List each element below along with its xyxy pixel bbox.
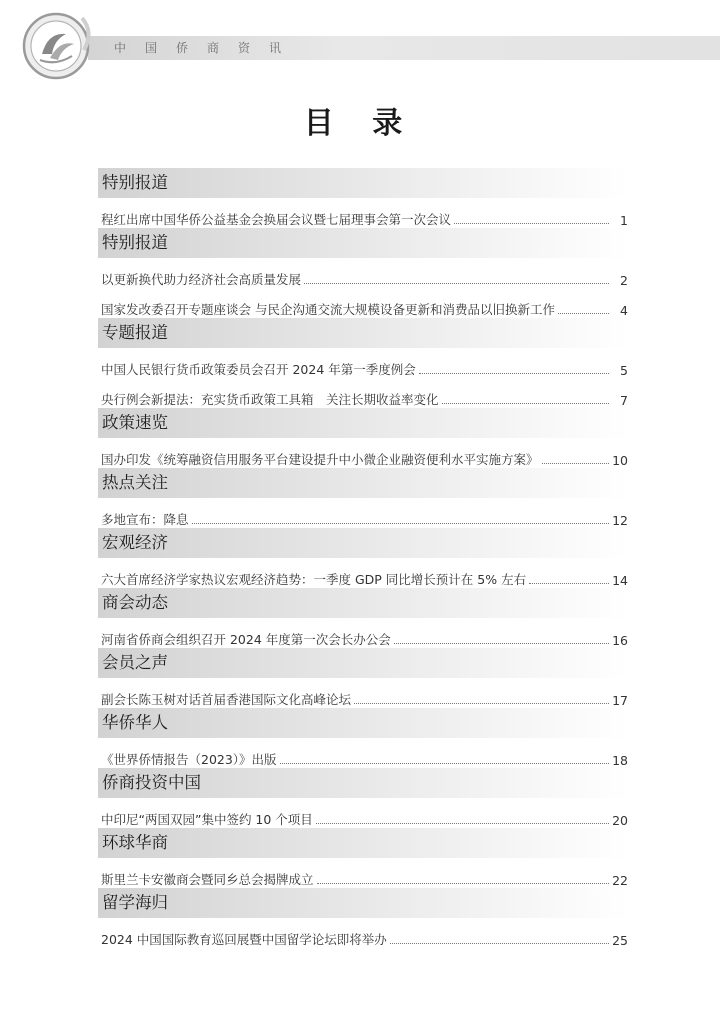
entry-title: 国家发改委召开专题座谈会 与民企沟通交流大规模设备更新和消费品以旧换新工作 <box>101 302 555 317</box>
entry-title: 斯里兰卡安徽商会暨同乡总会揭牌成立 <box>101 872 314 887</box>
entry-title: 中印尼“两国双园”集中签约 10 个项目 <box>101 812 313 827</box>
entry-title: 2024 中国国际教育巡回展暨中国留学论坛即将举办 <box>101 932 387 947</box>
table-of-contents <box>98 168 628 948</box>
toc-entry[interactable] <box>98 438 628 468</box>
entry-page-number: 10 <box>612 453 628 468</box>
dot-leader <box>192 522 609 524</box>
toc-section <box>98 648 628 708</box>
toc-entry[interactable] <box>98 678 628 708</box>
toc-section <box>98 528 628 588</box>
toc-section <box>98 318 628 408</box>
entry-page-number: 7 <box>620 393 628 408</box>
section-heading: 会员之声 <box>98 648 628 678</box>
entry-title: 河南省侨商会组织召开 2024 年度第一次会长办公会 <box>101 632 391 647</box>
toc-entry[interactable] <box>98 288 628 318</box>
dot-leader <box>280 762 609 764</box>
toc-section <box>98 408 628 468</box>
toc-section <box>98 708 628 768</box>
entry-title: 副会长陈玉树对话首届香港国际文化高峰论坛 <box>101 692 352 707</box>
toc-entry[interactable] <box>98 498 628 528</box>
masthead-text: 中国侨商资讯 <box>114 41 301 55</box>
dot-leader <box>394 642 609 644</box>
entry-title: 中国人民银行货币政策委员会召开 2024 年第一季度例会 <box>101 362 416 377</box>
dot-leader <box>304 282 609 284</box>
entry-page-number: 25 <box>612 933 628 948</box>
dot-leader <box>354 702 609 704</box>
entry-page-number: 18 <box>612 753 628 768</box>
entry-page-number: 12 <box>612 513 628 528</box>
dot-leader <box>542 462 609 464</box>
entry-title: 多地宣布：降息 <box>101 512 189 527</box>
toc-section <box>98 228 628 318</box>
toc-entry[interactable] <box>98 618 628 648</box>
page-title: 目 录 <box>303 106 417 141</box>
section-heading: 宏观经济 <box>98 528 628 558</box>
entry-page-number: 1 <box>620 213 628 228</box>
dot-leader <box>558 312 609 314</box>
entry-title: 《世界侨情报告（2023）》出版 <box>101 752 277 767</box>
section-heading: 留学海归 <box>98 888 628 918</box>
toc-section <box>98 888 628 948</box>
entry-page-number: 14 <box>612 573 628 588</box>
entry-page-number: 4 <box>620 303 628 318</box>
toc-entry[interactable] <box>98 858 628 888</box>
entry-title: 央行例会新提法：充实货币政策工具箱 关注长期收益率变化 <box>101 392 439 407</box>
toc-section <box>98 588 628 648</box>
entry-title: 国办印发《统筹融资信用服务平台建设提升中小微企业融资便利水平实施方案》 <box>101 452 539 467</box>
entry-title: 程红出席中国华侨公益基金会换届会议暨七届理事会第一次会议 <box>101 212 452 227</box>
section-heading: 特别报道 <box>98 228 628 258</box>
entry-page-number: 20 <box>612 813 628 828</box>
dot-leader <box>317 882 609 884</box>
dot-leader <box>419 372 609 374</box>
toc-section <box>98 468 628 528</box>
entry-page-number: 22 <box>612 873 628 888</box>
section-heading: 商会动态 <box>98 588 628 618</box>
toc-entry[interactable] <box>98 258 628 288</box>
toc-entry[interactable] <box>98 738 628 768</box>
logo-icon <box>14 10 100 84</box>
toc-section <box>98 168 628 228</box>
section-heading: 侨商投资中国 <box>98 768 628 798</box>
toc-entry[interactable] <box>98 348 628 378</box>
toc-entry[interactable] <box>98 198 628 228</box>
entry-title: 以更新换代助力经济社会高质量发展 <box>101 272 302 287</box>
entry-title: 六大首席经济学家热议宏观经济趋势：一季度 GDP 同比增长预计在 5% 左右 <box>101 572 527 587</box>
entry-page-number: 17 <box>612 693 628 708</box>
dot-leader <box>316 822 609 824</box>
toc-entry[interactable] <box>98 798 628 828</box>
toc-section <box>98 828 628 888</box>
entry-page-number: 5 <box>620 363 628 378</box>
entry-page-number: 16 <box>612 633 628 648</box>
toc-entry[interactable] <box>98 378 628 408</box>
dot-leader <box>529 582 609 584</box>
toc-section <box>98 768 628 828</box>
section-heading: 政策速览 <box>98 408 628 438</box>
section-heading: 环球华商 <box>98 828 628 858</box>
section-heading: 特别报道 <box>98 168 628 198</box>
dot-leader <box>454 222 609 224</box>
section-heading: 华侨华人 <box>98 708 628 738</box>
dot-leader <box>390 942 609 944</box>
dot-leader <box>442 402 609 404</box>
toc-entry[interactable] <box>98 918 628 948</box>
entry-page-number: 2 <box>620 273 628 288</box>
toc-entry[interactable] <box>98 558 628 588</box>
section-heading: 热点关注 <box>98 468 628 498</box>
section-heading: 专题报道 <box>98 318 628 348</box>
